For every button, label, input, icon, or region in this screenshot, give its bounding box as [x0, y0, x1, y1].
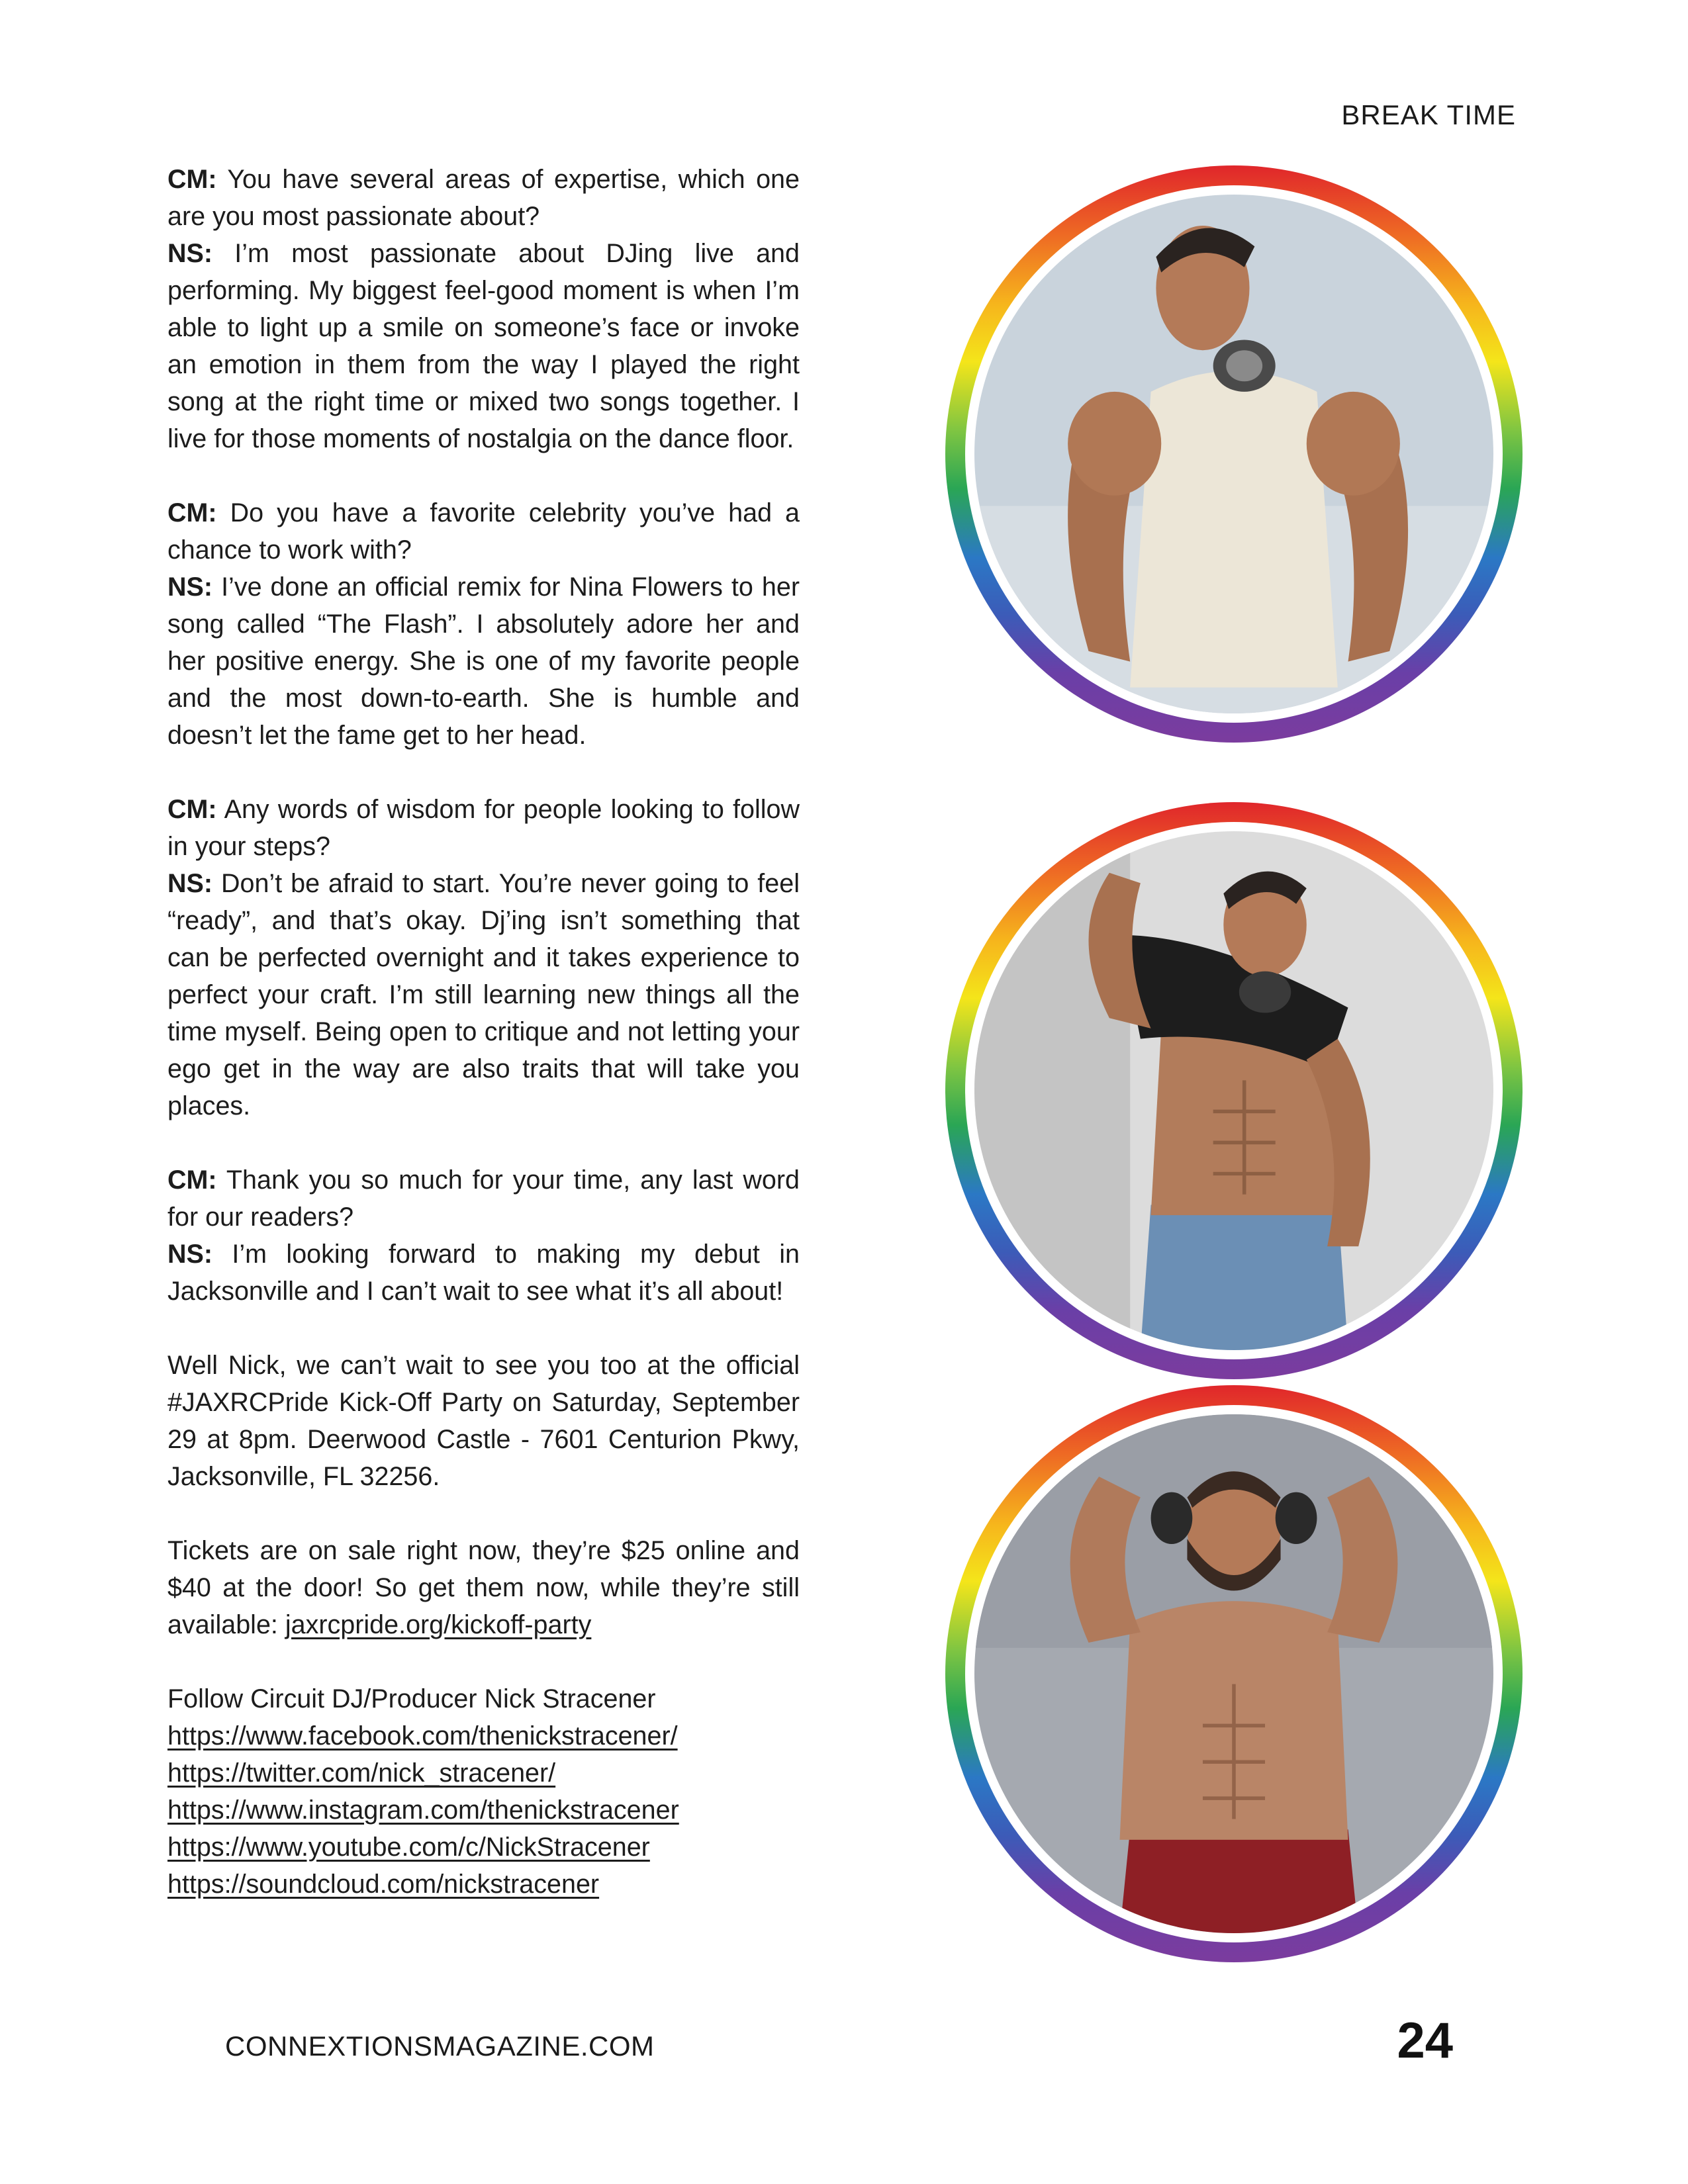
photo-frame-1: [945, 165, 1523, 743]
answer-text: I’ve done an official remix for Nina Flowers to her song called “The Flash”. I absolutely adore her and her positive energy. She is one of my favorite people and the most down-to-earth. She is humble and doesn’t let the fame get to her head.: [167, 572, 800, 750]
question-text: Do you have a favorite celebrity you’ve had a chance to work with?: [167, 498, 800, 565]
photo-dj-headphones-on: [974, 1414, 1493, 1933]
page-number: 24: [1397, 2013, 1453, 2069]
photo-frame-2: [945, 802, 1523, 1379]
question-speaker: CM:: [167, 795, 217, 824]
question-speaker: CM:: [167, 165, 217, 194]
section-label: BREAK TIME: [1341, 99, 1516, 130]
qa-block-3: [167, 791, 800, 1124]
facebook-link[interactable]: https://www.facebook.com/thenickstracener/: [167, 1721, 678, 1751]
photo-dj-headphones-neck: [974, 195, 1493, 713]
instagram-link[interactable]: https://www.instagram.com/thenickstracener: [167, 1796, 679, 1825]
answer-speaker: NS:: [167, 869, 213, 898]
answer-text: Don’t be afraid to start. You’re never going to feel “ready”, and that’s okay. Dj’ing isn’t something that can be perfected overnight and it takes experience to perfect your craft. I’m still learning new things all the time myself. Being open to critique and not letting your ego get in the way are also traits that will take you places.: [167, 869, 800, 1120]
answer-speaker: NS:: [167, 239, 213, 268]
qa-block-2: [167, 494, 800, 754]
youtube-link[interactable]: https://www.youtube.com/c/NickStracener: [167, 1833, 650, 1862]
question-text: Any words of wisdom for people looking to follow in your steps?: [167, 795, 800, 861]
question-speaker: CM:: [167, 1165, 217, 1195]
photo-frame-3: [945, 1385, 1523, 1962]
answer-speaker: NS:: [167, 572, 213, 602]
follow-heading: Follow Circuit DJ/Producer Nick Stracener: [167, 1684, 656, 1713]
article-body: [167, 161, 800, 1903]
soundcloud-link[interactable]: https://soundcloud.com/nickstracener: [167, 1870, 600, 1899]
question-speaker: CM:: [167, 498, 217, 527]
tickets-paragraph: [167, 1532, 800, 1643]
tickets-text: Tickets are on sale right now, they’re $25 online and $40 at the door! So get them now, while they’re still available:: [167, 1536, 800, 1639]
twitter-link[interactable]: https://twitter.com/nick_stracener/: [167, 1758, 556, 1788]
qa-block-1: [167, 161, 800, 457]
question-text: You have several areas of expertise, which one are you most passionate about?: [167, 165, 800, 231]
answer-text: I’m most passionate about DJing live and performing. My biggest feel-good moment is when I’m able to light up a smile on someone’s face or invoke an emotion in them from the way I played the right song at the right time or mixed two songs together. I live for those moments of nostalgia on the dance floor.: [167, 239, 800, 453]
event-paragraph: Well Nick, we can’t wait to see you too at the official #JAXRCPride Kick-Off Party on Saturday, September 29 at 8pm. Deerwood Castle - 7601 Centurion Pkwy, Jacksonville, FL 32256.: [167, 1351, 800, 1491]
answer-text: I’m looking forward to making my debut in Jacksonville and I can’t wait to see what it’s all about!: [167, 1240, 800, 1306]
footer-website[interactable]: CONNEXTIONSMAGAZINE.COM: [225, 2030, 655, 2062]
photo-dj-lifting-shirt: [974, 831, 1493, 1350]
question-text: Thank you so much for your time, any last word for our readers?: [167, 1165, 800, 1232]
follow-block: [167, 1680, 800, 1903]
tickets-link[interactable]: jaxrcpride.org/kickoff-party: [285, 1610, 592, 1639]
answer-speaker: NS:: [167, 1240, 213, 1269]
qa-block-4: [167, 1161, 800, 1310]
